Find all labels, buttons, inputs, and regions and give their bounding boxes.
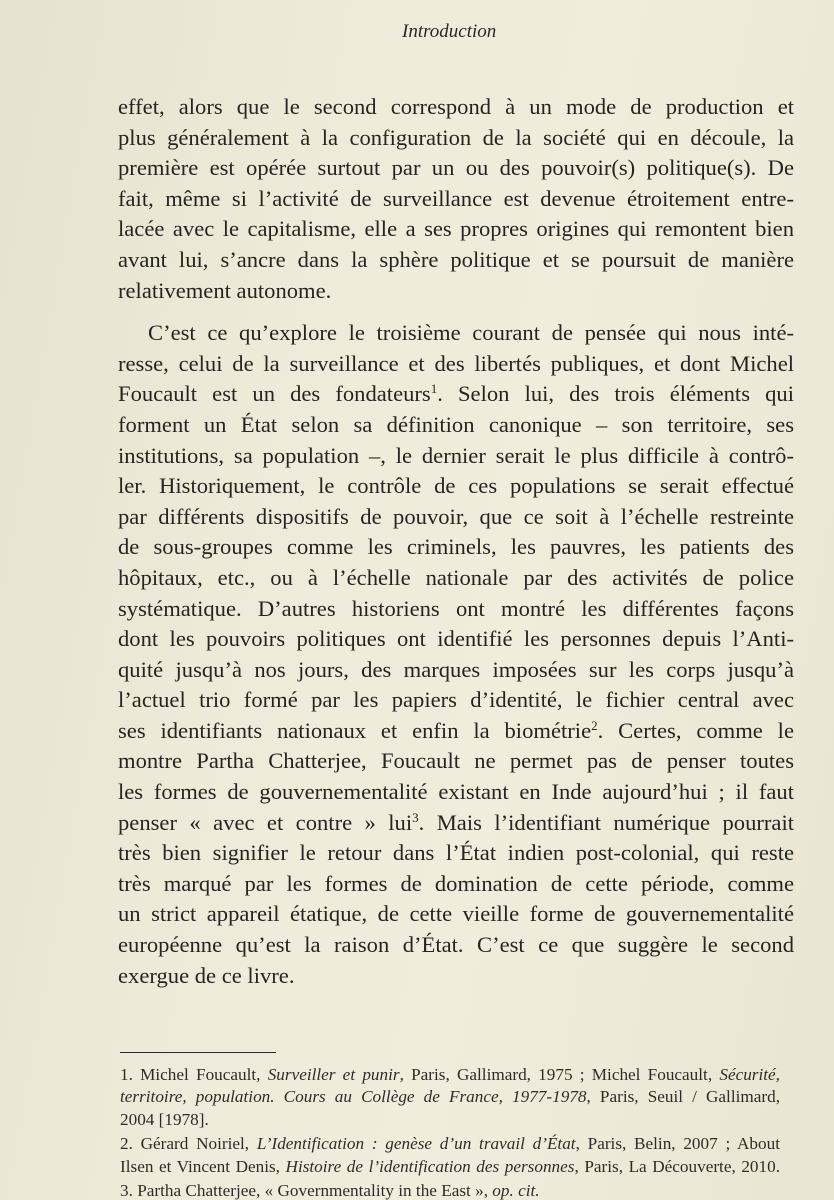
text-line: institutions, sa population –, le dernier serait le plus difficile à contrô- (118, 442, 794, 468)
footnote-ref-1[interactable]: 1 (430, 381, 438, 397)
footnote-ref-2[interactable]: 2 (591, 717, 598, 733)
text-line: lacée avec le capitalisme, elle a ses propres origines qui remontent bien (118, 216, 794, 242)
text-line: par différents dispositifs de pouvoir, que ce soit à l’échelle restreinte (118, 503, 794, 529)
fn-text: , Paris, Gallimard, 1975 ; Michel Foucault, (399, 1065, 720, 1084)
footnote-line (120, 1180, 780, 1200)
fn-text: 1. Michel Foucault, (120, 1065, 268, 1084)
line-part: Foucault est un des fondateurs (118, 381, 431, 407)
line-part: ses identifiants nationaux et enfin la biométrie (118, 717, 592, 743)
paragraph-1 (118, 92, 794, 306)
line-part: . Mais l’identifiant numérique pourrait (418, 809, 794, 835)
fn-title: L’Identification : genèse d’un travail d’État (256, 1134, 576, 1154)
footnote-line (120, 1133, 780, 1155)
footnote-line: 2004 [1978]. (120, 1109, 209, 1129)
text-line: les formes de gouvernementalité existant en Inde aujourd’hui ; il faut (118, 779, 794, 805)
fn-title: Histoire de l’identification des personnes (285, 1156, 575, 1176)
footnote-2 (120, 1133, 780, 1178)
text-line: de sous-groupes comme les criminels, les pauvres, les patients des (118, 534, 794, 560)
text-line: hôpitaux, etc., ou à l’échelle nationale par des activités de police (118, 564, 794, 590)
footnote-line (120, 1086, 780, 1108)
footnote-rule (120, 1052, 276, 1053)
text-line: exergue de ce livre. (118, 962, 295, 988)
text-line: quité jusqu’à nos jours, des marques imposées sur les corps jusqu’à (118, 656, 794, 682)
fn-title: Sécurité, (719, 1065, 780, 1084)
paragraph-2 (118, 318, 794, 991)
fn-title: Surveiller et punir (267, 1065, 400, 1084)
body-text (118, 92, 794, 991)
text-line: première est opérée surtout par un ou des pouvoir(s) politique(s). De (118, 155, 794, 181)
text-line: fait, même si l’activité de surveillance est devenue étroitement entre- (118, 185, 794, 211)
text-line: avant lui, s’ancre dans la sphère politique et se poursuit de manière (118, 246, 794, 272)
text-line: systématique. D’autres historiens ont montré les différentes façons (118, 595, 794, 621)
text-line (118, 808, 794, 839)
text-line: l’actuel trio formé par les papiers d’identité, le fichier central avec (118, 687, 794, 713)
text-line: européenne qu’est la raison d’État. C’est ce que suggère le second (118, 932, 794, 958)
line-part: penser « avec et contre » lui (118, 809, 413, 835)
text-line: effet, alors que le second correspond à un mode de production et (118, 94, 794, 119)
text-line: C’est ce qu’explore le troisième courant de pensée qui nous inté- (148, 320, 794, 346)
fn-text: 3. Partha Chatterjee, « Governmentality in the East », (120, 1180, 493, 1200)
footnote-1 (120, 1064, 780, 1131)
running-head: Introduction (402, 21, 497, 42)
text-line: relativement autonome. (118, 277, 332, 303)
fn-text: , Paris, La Découverte, 2010. (574, 1156, 780, 1176)
footnote-ref-3[interactable]: 3 (412, 809, 419, 825)
fn-title: op. cit. (492, 1180, 540, 1200)
fn-text: 2. Gérard Noiriel, (120, 1134, 257, 1154)
text-line: très marqué par les formes de domination de cette période, comme (118, 870, 794, 896)
text-line (118, 716, 794, 747)
text-line: resse, celui de la surveillance et des libertés publiques, et dont Michel (118, 350, 794, 376)
text-line: forment un État selon sa définition canonique – son territoire, ses (118, 411, 794, 437)
line-part: . Selon lui, des trois éléments qui (437, 381, 794, 407)
text-line (118, 379, 794, 410)
paragraph-gap (118, 306, 794, 318)
fn-text: Ilsen et Vincent Denis, (120, 1156, 286, 1176)
footnote-line (120, 1156, 780, 1178)
fn-text: , Paris, Belin, 2007 ; About (575, 1134, 780, 1154)
text-line: plus généralement à la configuration de la société qui en découle, la (118, 124, 794, 150)
footnote-line (120, 1064, 780, 1086)
footnote-3 (120, 1180, 780, 1200)
text-line: montre Partha Chatterjee, Foucault ne permet pas de penser toutes (118, 748, 794, 774)
text-line: très bien signifier le retour dans l’État indien post-colonial, qui reste (118, 840, 794, 866)
footnotes (120, 1064, 780, 1200)
line-part: . Certes, comme le (597, 717, 794, 743)
fn-text: , Paris, Seuil / Gallimard, (586, 1087, 780, 1107)
text-line: un strict appareil étatique, de cette vieille forme de gouvernementalité (118, 901, 794, 927)
text-line: dont les pouvoirs politiques ont identifié les personnes depuis l’Anti- (118, 626, 794, 652)
text-line: ler. Historiquement, le contrôle de ces populations se serait effectué (118, 473, 794, 499)
fn-title: territoire, population. Cours au Collège de France, 1977-1978 (120, 1087, 587, 1107)
